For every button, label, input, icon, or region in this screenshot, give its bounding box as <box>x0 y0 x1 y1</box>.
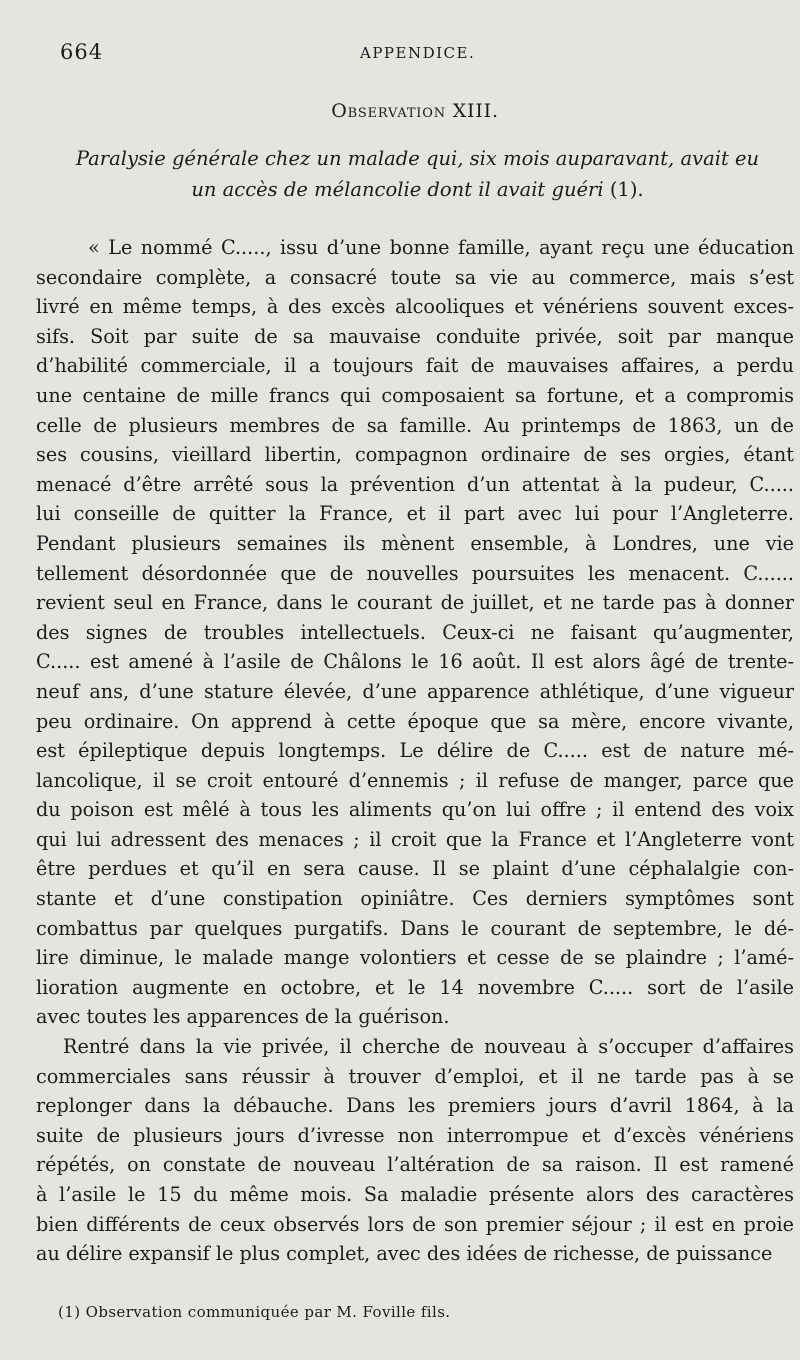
text-line: suite de plusieurs jours d’ivresse non interrompue et d’excès vénériens <box>36 1123 794 1147</box>
text-line: à l’asile le 15 du même mois. Sa maladie présente alors des caractères <box>36 1183 794 1206</box>
text-line: Rentré dans la vie privée, il cherche de nouveau à s’occuper d’affaires <box>63 1035 794 1059</box>
text-line: lire diminue, le malade mange volontiers et cesse de se plaindre ; l’amé- <box>36 946 794 970</box>
text-line: stante et d’une constipation opiniâtre. Ces derniers symptômes sont <box>36 887 794 911</box>
subtitle-line <box>60 174 775 205</box>
observation-title: Observation XIII. <box>331 100 499 122</box>
text-line: combattus par quelques purgatifs. Dans le courant de septembre, le dé- <box>36 916 794 940</box>
paragraph-1 <box>36 233 794 1032</box>
text-line: une centaine de mille francs qui composaient sa fortune, et a compromis <box>36 383 794 407</box>
text-line: « Le nommé C....., issu d’une bonne famille, ayant reçu une éducation <box>88 236 794 259</box>
text-line: celle de plusieurs membres de sa famille. Au printemps de 1863, un de <box>36 413 794 437</box>
text-line: au délire expansif le plus complet, avec des idées de richesse, de puissance <box>36 1242 773 1266</box>
text-line: bien différents de ceux observés lors de son premier séjour ; il est en proie <box>36 1212 794 1236</box>
text-line: menacé d’être arrêté sous la prévention d’un attentat à la pudeur, C..... <box>36 472 794 496</box>
text-line: Pendant plusieurs semaines ils mènent ensemble, à Londres, une vie <box>36 531 794 555</box>
text-line: du poison est mêlé à tous les aliments qu’on lui offre ; il entend des voix <box>36 798 794 822</box>
text-line: est épileptique depuis longtemps. Le délire de C..... est de nature mé- <box>36 739 794 763</box>
footnote-reference: (1). <box>609 178 644 201</box>
text-line: peu ordinaire. On apprend à cette époque que sa mère, encore vivante, <box>36 709 794 733</box>
text-line: ses cousins, vieillard libertin, compagnon ordinaire de ses orgies, étant <box>36 443 794 467</box>
text-line: avec toutes les apparences de la guérison. <box>36 1005 450 1029</box>
running-title: APPENDICE. <box>360 44 476 62</box>
subtitle-line: Paralysie générale chez un malade qui, six mois auparavant, avait eu <box>75 147 760 170</box>
observation-subtitle <box>60 143 775 205</box>
text-line: sifs. Soit par suite de sa mauvaise conduite privée, soit par manque <box>36 324 794 348</box>
page-number: 664 <box>60 40 104 64</box>
footnote: (1) Observation communiquée par M. Foville fils. <box>58 1303 451 1321</box>
text-line: commerciales sans réussir à trouver d’emploi, et il ne tarde pas à se <box>36 1064 794 1088</box>
text-line: d’habilité commerciale, il a toujours fait de mauvaises affaires, a perdu <box>36 354 794 378</box>
text-line: répétés, on constate de nouveau l’altération de sa raison. Il est ramené <box>36 1153 794 1177</box>
paragraph-2 <box>36 1032 794 1269</box>
text-line: secondaire complète, a consacré toute sa vie au commerce, mais s’est <box>36 265 794 289</box>
text-line: des signes de troubles intellectuels. Ceux-ci ne faisant qu’augmenter, <box>36 620 794 644</box>
text-line: lancolique, il se croit entouré d’ennemis ; il refuse de manger, parce que <box>36 768 794 792</box>
text-line: revient seul en France, dans le courant de juillet, et ne tarde pas à donner <box>36 591 794 615</box>
subtitle-line-text: un accès de mélancolie dont il avait guéri <box>191 178 604 201</box>
text-line: tellement désordonnée que de nouvelles poursuites les menacent. C...... <box>36 561 794 585</box>
running-head <box>60 40 760 70</box>
body-text <box>36 233 794 1269</box>
text-line: lioration augmente en octobre, et le 14 novembre C..... sort de l’asile <box>36 975 794 999</box>
text-line: lui conseille de quitter la France, et il part avec lui pour l’Angleterre. <box>36 502 794 526</box>
text-line: neuf ans, d’une stature élevée, d’une apparence athlétique, d’une vigueur <box>36 679 794 703</box>
text-line: qui lui adressent des menaces ; il croit que la France et l’Angleterre vont <box>36 827 794 851</box>
text-line: livré en même temps, à des excès alcooliques et vénériens souvent exces- <box>36 295 794 319</box>
text-line: replonger dans la débauche. Dans les premiers jours d’avril 1864, à la <box>36 1094 794 1118</box>
text-line: être perdues et qu’il en sera cause. Il se plaint d’une céphalalgie con- <box>36 857 794 881</box>
text-line: C..... est amené à l’asile de Châlons le 16 août. Il est alors âgé de trente- <box>36 650 794 674</box>
